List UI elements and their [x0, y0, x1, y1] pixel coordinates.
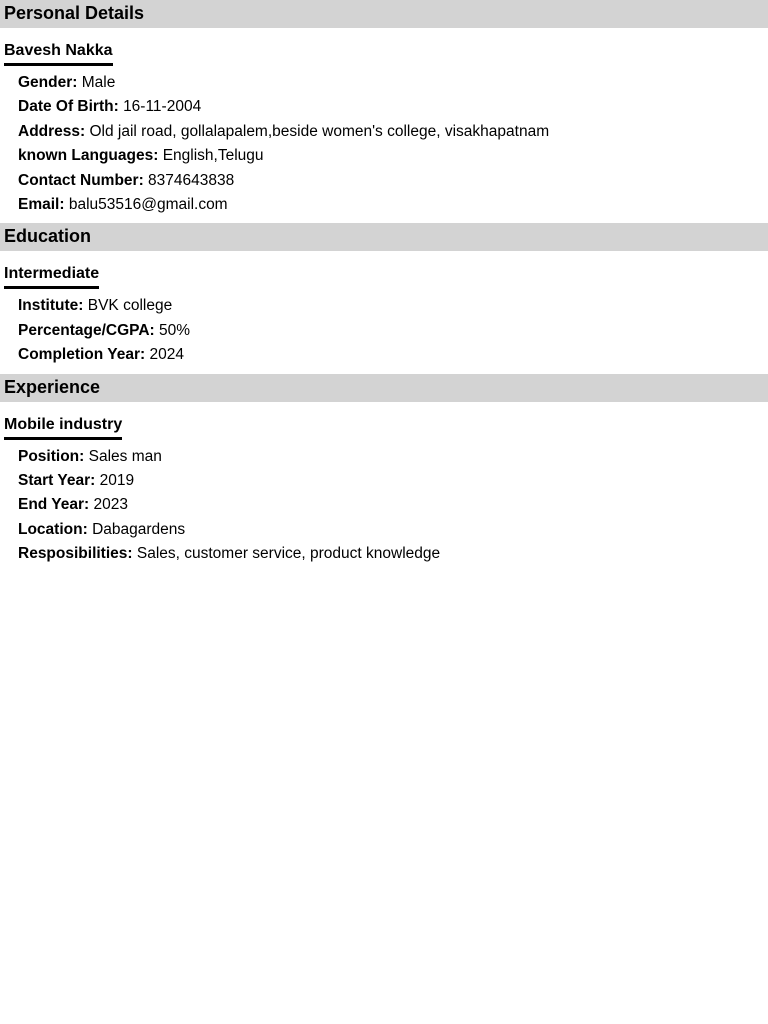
gender-value: Male: [81, 74, 116, 91]
known-languages-label: known Languages:: [18, 147, 159, 165]
education-details-list: [0, 294, 768, 367]
address-row: [18, 120, 768, 144]
completion-year-value: 2024: [149, 346, 184, 364]
gender-label: Gender:: [18, 74, 78, 91]
experience-section: [0, 374, 768, 567]
location-label: Location:: [18, 520, 88, 538]
end-year-row: [18, 493, 768, 517]
start-year-row: [18, 469, 768, 493]
completion-year-label: Completion Year:: [18, 346, 146, 364]
institute-label: Institute:: [18, 297, 84, 315]
contact-number-row: [18, 169, 768, 193]
gender-row: [18, 71, 768, 95]
contact-number-value: 8374643838: [148, 171, 235, 189]
address-label: Address:: [18, 122, 86, 140]
position-row: [18, 445, 768, 469]
email-label: Email:: [18, 196, 65, 214]
date-of-birth-label: Date Of Birth:: [18, 98, 119, 116]
experience-title: Mobile industry: [4, 414, 122, 440]
experience-details-list: [0, 445, 768, 567]
start-year-label: Start Year:: [18, 472, 96, 490]
known-languages-row: [18, 144, 768, 168]
date-of-birth-row: [18, 95, 768, 119]
location-row: [18, 518, 768, 542]
address-value: Old jail road, gollalapalem,beside women's college, visakhapatnam: [89, 122, 550, 140]
email-value: balu53516@gmail.com: [68, 196, 228, 214]
position-value: Sales man: [88, 447, 162, 465]
known-languages-value: English,Telugu: [162, 147, 264, 165]
location-value: Dabagardens: [92, 520, 186, 538]
position-label: Position:: [18, 447, 85, 465]
completion-year-row: [18, 343, 768, 367]
institute-value: BVK college: [87, 297, 173, 315]
education-title: Intermediate: [4, 263, 99, 289]
date-of-birth-value: 16-11-2004: [123, 98, 202, 116]
experience-heading: Experience: [0, 374, 768, 402]
percentage-value: 50%: [158, 321, 191, 339]
responsibilities-label: Resposibilities:: [18, 545, 133, 563]
end-year-value: 2023: [93, 496, 129, 514]
percentage-row: [18, 319, 768, 343]
end-year-label: End Year:: [18, 496, 90, 514]
start-year-value: 2019: [99, 472, 135, 490]
responsibilities-value: Sales, customer service, product knowledge: [136, 545, 441, 563]
education-section: [0, 223, 768, 367]
responsibilities-row: [18, 542, 768, 566]
education-heading: Education: [0, 223, 768, 251]
contact-number-label: Contact Number:: [18, 171, 144, 189]
email-row: [18, 193, 768, 217]
personal-details-heading: Personal Details: [0, 0, 768, 28]
percentage-label: Percentage/CGPA:: [18, 321, 155, 339]
personal-details-section: [0, 0, 768, 217]
person-name: Bavesh Nakka: [4, 40, 113, 66]
personal-details-list: [0, 71, 768, 217]
institute-row: [18, 294, 768, 318]
